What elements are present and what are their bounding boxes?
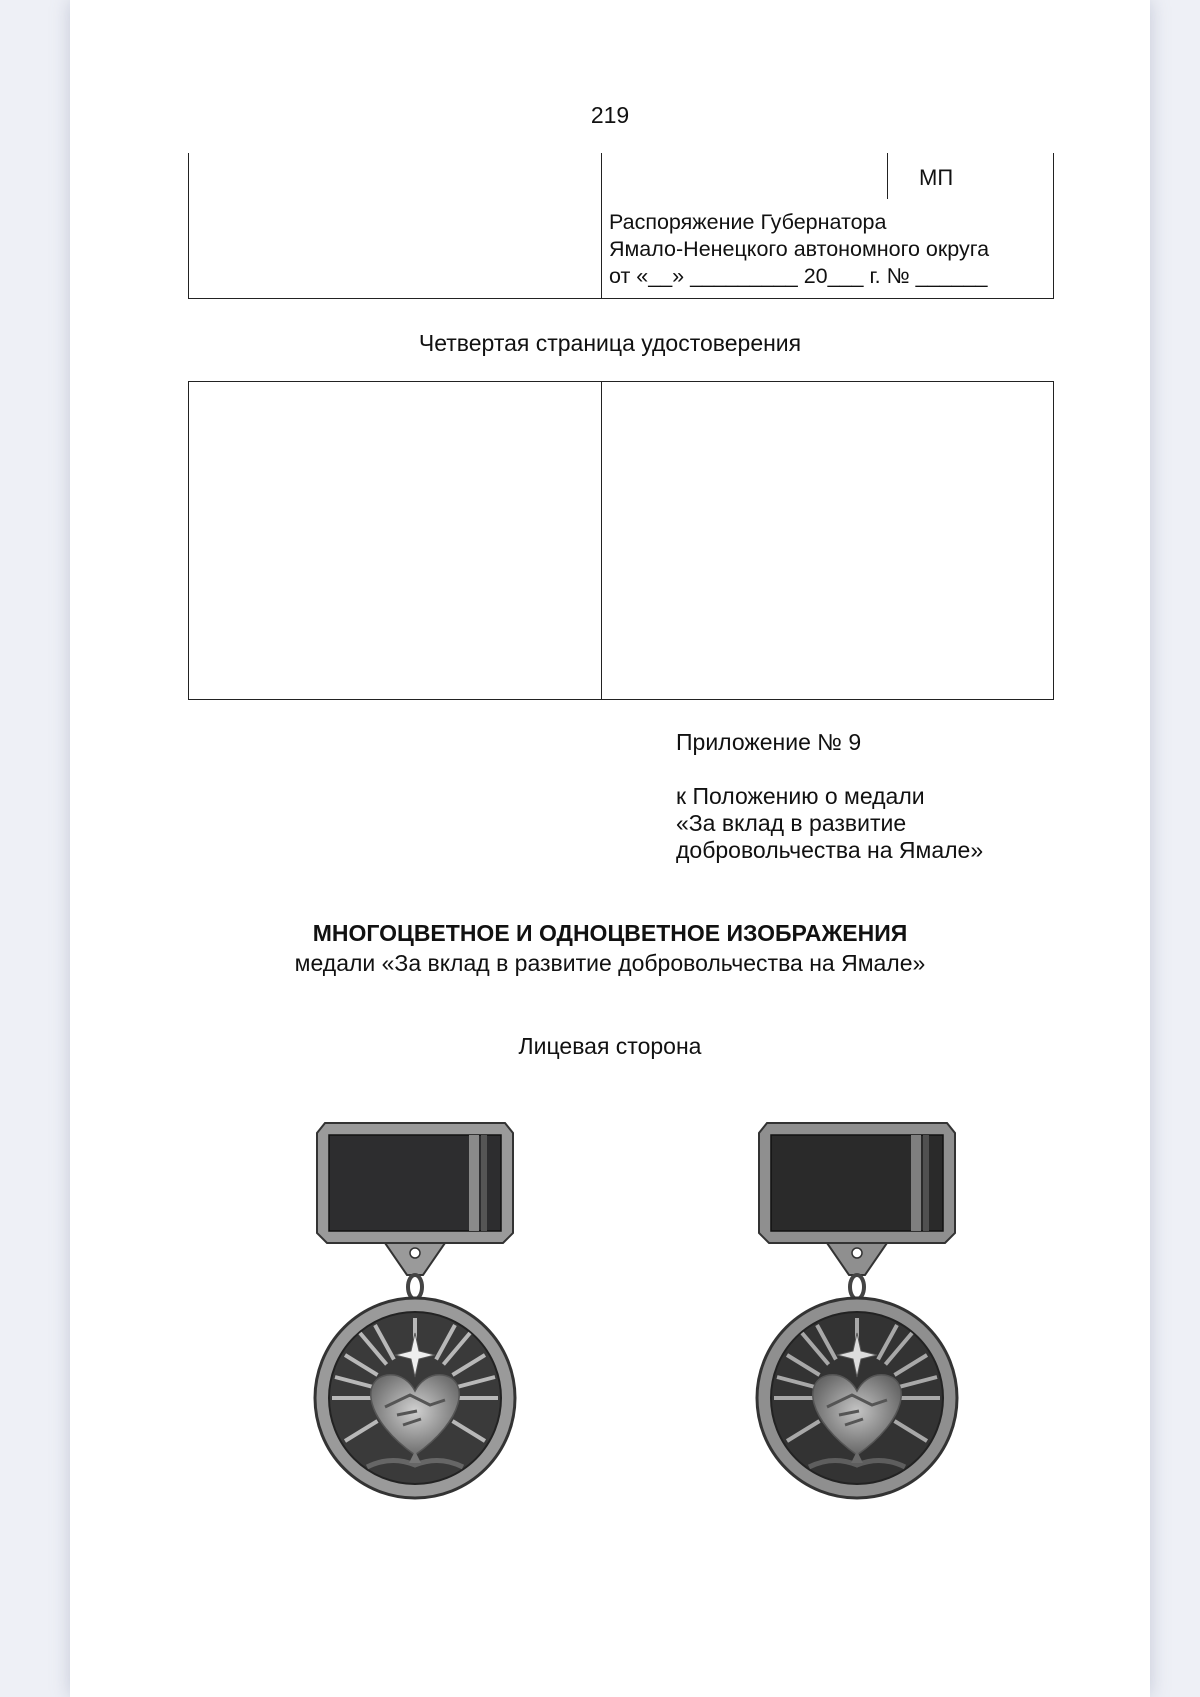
stamp-label: МП: [919, 165, 954, 190]
appendix-line: к Положению о медали: [676, 783, 925, 809]
medal-handshake-heart-icon: [305, 1115, 525, 1500]
appendix-line: «За вклад в развитие: [676, 810, 907, 836]
appendix-line: добровольчества на Ямале»: [676, 837, 984, 863]
images-title: МНОГОЦВЕТНОЕ И ОДНОЦВЕТНОЕ ИЗОБРАЖЕНИЯ: [312, 920, 908, 946]
order-line: Ямало-Ненецкого автономного округа: [609, 237, 990, 261]
images-subtitle: медали «За вклад в развитие добровольчества на Ямале»: [294, 950, 926, 976]
table-divider: [887, 153, 888, 199]
obverse-label: Лицевая сторона: [518, 1033, 702, 1059]
appendix-block: [676, 729, 983, 864]
certificate-fourth-page: [188, 381, 1054, 700]
appendix-number: Приложение № 9: [676, 729, 862, 755]
certificate-third-page-fragment: [188, 153, 1054, 299]
medal-handshake-heart-icon: [747, 1115, 967, 1500]
governor-order-block: [609, 209, 989, 290]
fourth-page-title: Четвертая страница удостоверения: [418, 330, 802, 356]
table-divider: [601, 382, 602, 699]
table-divider: [601, 153, 602, 298]
order-line: Распоряжение Губернатора: [609, 210, 887, 234]
page-number: 219: [590, 102, 630, 128]
document-page: [70, 0, 1150, 1697]
order-line: от «__» _________ 20___ г. № ______: [609, 264, 988, 288]
